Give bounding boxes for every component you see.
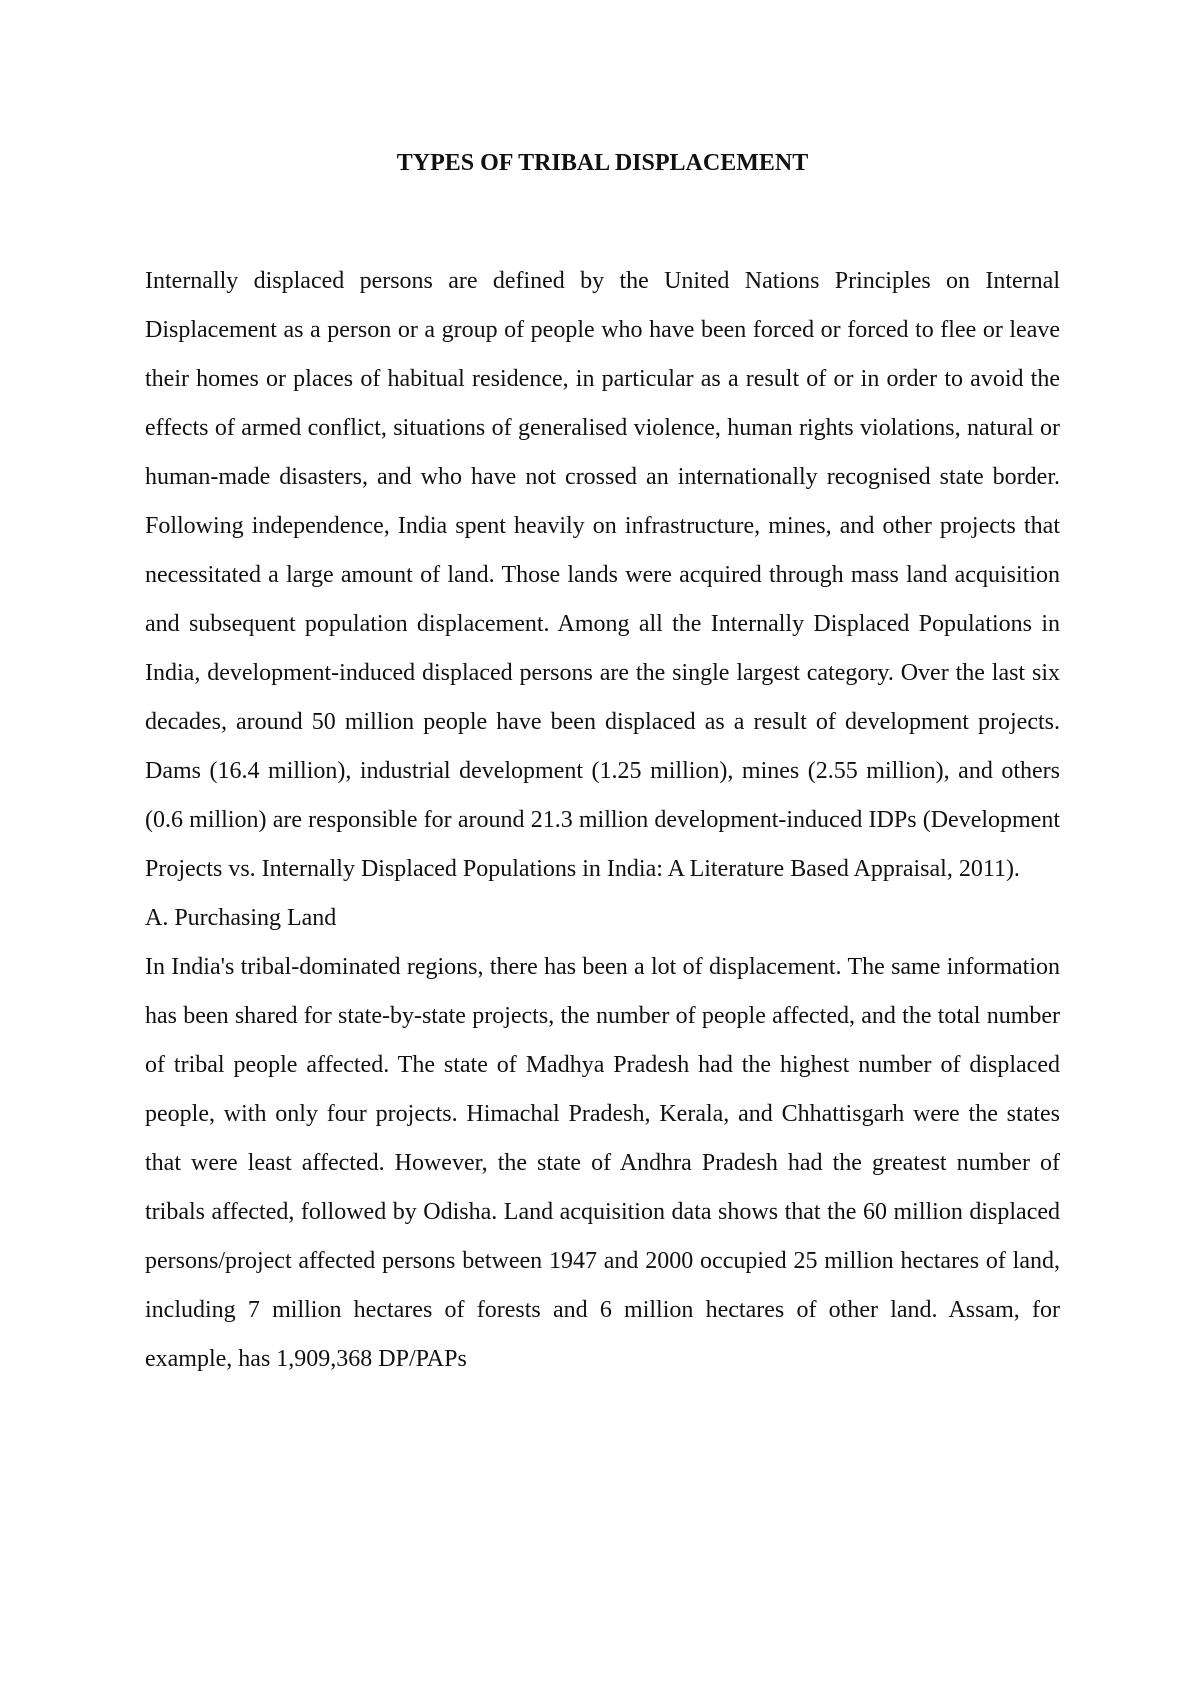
- purchasing-land-paragraph: In India's tribal-dominated regions, there has been a lot of displacement. The same information has been shared for state-by-state projects, the number of people affected, and the total number of tribal people affected. The state of Madhya Pradesh had the highest number of displaced people, with only four projects. Himachal Pradesh, Kerala, and Chhattisgarh were the states that were least affected. However, the state of Andhra Pradesh had the greatest number of tribals affected, followed by Odisha. Land acquisition data shows that the 60 million displaced persons/project affected persons between 1947 and 2000 occupied 25 million hectares of land, including 7 million hectares of forests and 6 million hectares of other land. Assam, for example, has 1,909,368 DP/PAPs: [145, 954, 1060, 1372]
- intro-paragraph: Internally displaced persons are defined by the United Nations Principles on Internal Displacement as a person or a group of people who have been forced or forced to flee or leave their homes or places of habitual residence, in particular as a result of or in order to avoid the effects of armed conflict, situations of generalised violence, human rights violations, natural or human-made disasters, and who have not crossed an internationally recognised state border. Following independence, India spent heavily on infrastructure, mines, and other projects that necessitated a large amount of land. Those lands were acquired through mass land acquisition and subsequent population displacement. Among all the Internally Displaced Populations in India, development-induced displaced persons are the single largest category. Over the last six decades, around 50 million people have been displaced as a result of development projects. Dams (16.4 million), industrial development (1.25 million), mines (2.55 million), and others (0.6 million) are responsible for around 21.3 million development-induced IDPs (Development Projects vs. Internally Displaced Populations in India: A Literature Based Appraisal, 2011).: [145, 268, 1060, 882]
- section-heading-purchasing-land: A. Purchasing Land: [145, 905, 337, 931]
- document-page: [145, 143, 1060, 1384]
- page-title: TYPES OF TRIBAL DISPLACEMENT: [396, 150, 809, 176]
